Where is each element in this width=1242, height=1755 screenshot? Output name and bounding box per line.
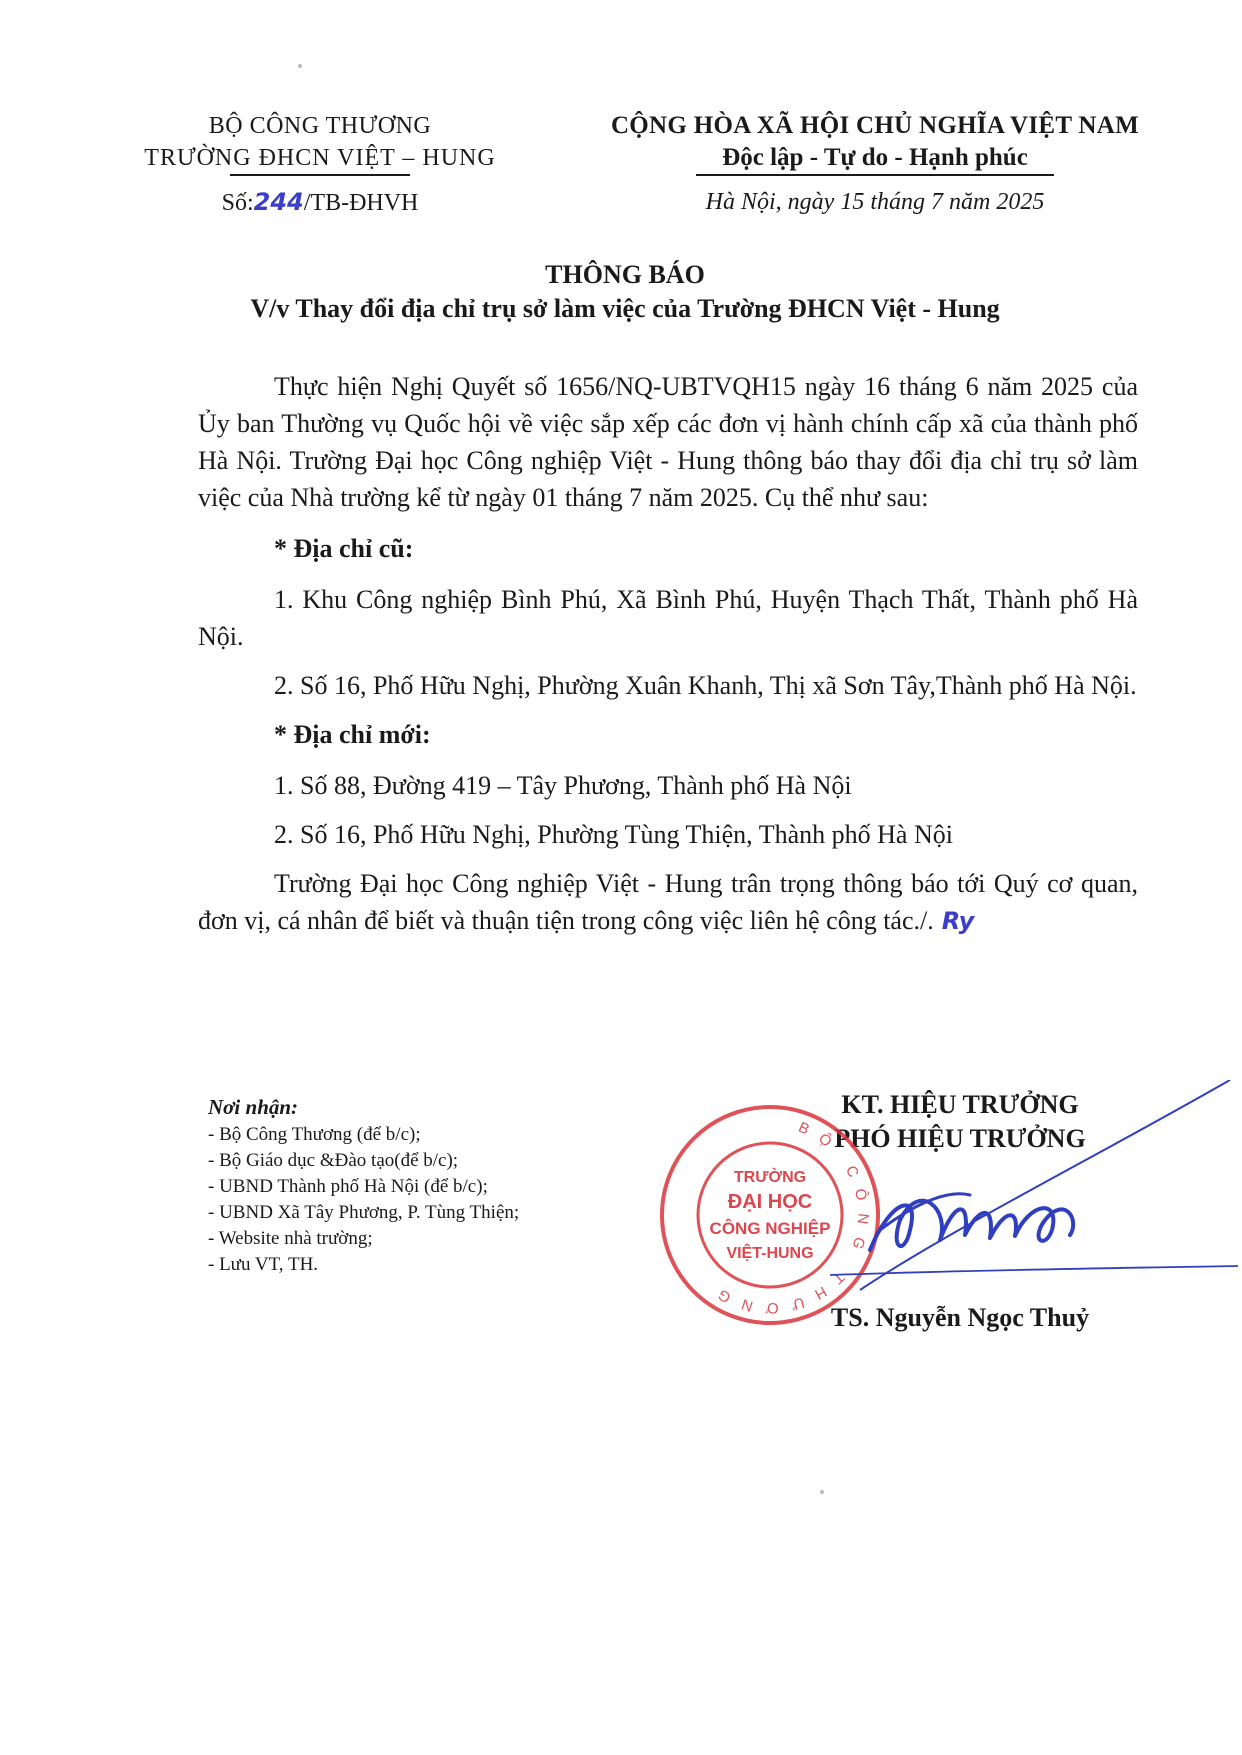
recipient-item: - UBND Xã Tây Phương, P. Tùng Thiện;	[208, 1202, 520, 1223]
recipient-item: - Website nhà trường;	[208, 1228, 373, 1249]
old-address-1: 1. Khu Công nghiệp Bình Phú, Xã Bình Phú, Huyện Thạch Thất, Thành phố Hà Nội.	[198, 585, 1138, 651]
motto-underline	[696, 174, 1054, 176]
new-address-2: 2. Số 16, Phố Hữu Nghị, Phường Tùng Thiện, Thành phố Hà Nội	[274, 820, 953, 849]
signature-line-1: KT. HIỆU TRƯỞNG	[841, 1090, 1079, 1119]
issuer-block	[100, 110, 540, 219]
ministry-name: BỘ CÔNG THƯƠNG	[208, 113, 432, 139]
stamp-line-1: TRƯỜNG	[733, 1169, 807, 1186]
stamp-line-2: ĐẠI HỌC	[727, 1191, 813, 1213]
scan-speck	[298, 64, 302, 68]
signer-name: TS. Nguyễn Ngọc Thuỷ	[830, 1303, 1090, 1332]
title-block	[100, 258, 1150, 326]
intro-paragraph: Thực hiện Nghị Quyết số 1656/NQ-UBTVQH15 ngày 16 tháng 6 năm 2025 của Ủy ban Thường vụ Quốc hội về việc sắp xếp các đơn vị hành chính cấp xã của thành phố Hà Nội. Trường Đại học Công nghiệp Việt - Hung thông báo thay đổi địa chỉ trụ sở làm việc của Nhà trường kể từ ngày 01 tháng 7 năm 2025. Cụ thể như sau:	[198, 372, 1138, 512]
doc-number-handwritten: 244	[253, 188, 304, 216]
recipient-item: - UBND Thành phố Hà Nội (để b/c);	[208, 1176, 488, 1197]
recipient-item: - Bộ Giáo dục &Đào tạo(để b/c);	[208, 1150, 459, 1171]
document-title: THÔNG BÁO	[545, 260, 705, 289]
recipients-block	[208, 1094, 638, 1278]
handwritten-signature	[830, 1080, 1240, 1310]
document-subject: V/v Thay đổi địa chỉ trụ sở làm việc của Trường ĐHCN Việt - Hung	[250, 294, 1000, 323]
recipient-item: - Lưu VT, TH.	[208, 1254, 319, 1275]
document-body	[198, 368, 1138, 940]
national-motto: Độc lập - Tự do - Hạnh phúc	[722, 144, 1028, 171]
nation-name: CỘNG HÒA XÃ HỘI CHỦ NGHĨA VIỆT NAM	[610, 112, 1140, 139]
document-number	[100, 186, 540, 219]
handwritten-initials: Ry	[941, 907, 975, 935]
recipient-item: - Bộ Công Thương (để b/c);	[208, 1124, 421, 1145]
doc-number-suffix: /TB-ĐHVH	[303, 190, 419, 216]
closing-paragraph	[198, 865, 1138, 940]
recipients-title: Nơi nhận:	[208, 1095, 299, 1119]
stamp-ring-text: BỘ CÔNG THƯƠNG	[704, 1118, 872, 1317]
issue-date: Hà Nội, ngày 15 tháng 7 năm 2025	[705, 189, 1045, 215]
new-address-heading: * Địa chỉ mới:	[274, 720, 431, 749]
new-address-1: 1. Số 88, Đường 419 – Tây Phương, Thành phố Hà Nội	[274, 771, 852, 800]
school-underline	[230, 174, 410, 176]
old-address-2: 2. Số 16, Phố Hữu Nghị, Phường Xuân Khanh, Thị xã Sơn Tây,Thành phố Hà Nội.	[274, 671, 1137, 700]
nation-block	[580, 110, 1170, 218]
school-name: TRƯỜNG ĐHCN VIỆT – HUNG	[144, 145, 496, 171]
closing-text: Trường Đại học Công nghiệp Việt - Hung trân trọng thông báo tới Quý cơ quan, đơn vị, cá nhân để biết và thuận tiện trong công việc liên hệ công tác./.	[198, 869, 1138, 935]
signature-line-2: PHÓ HIỆU TRƯỞNG	[834, 1124, 1086, 1153]
doc-number-prefix: Số:	[221, 190, 254, 216]
stamp-line-4: VIỆT-HUNG	[726, 1245, 814, 1262]
old-address-heading: * Địa chỉ cũ:	[274, 534, 414, 563]
stamp-line-3: CÔNG NGHIỆP	[709, 1219, 831, 1238]
scan-speck	[820, 1490, 824, 1494]
